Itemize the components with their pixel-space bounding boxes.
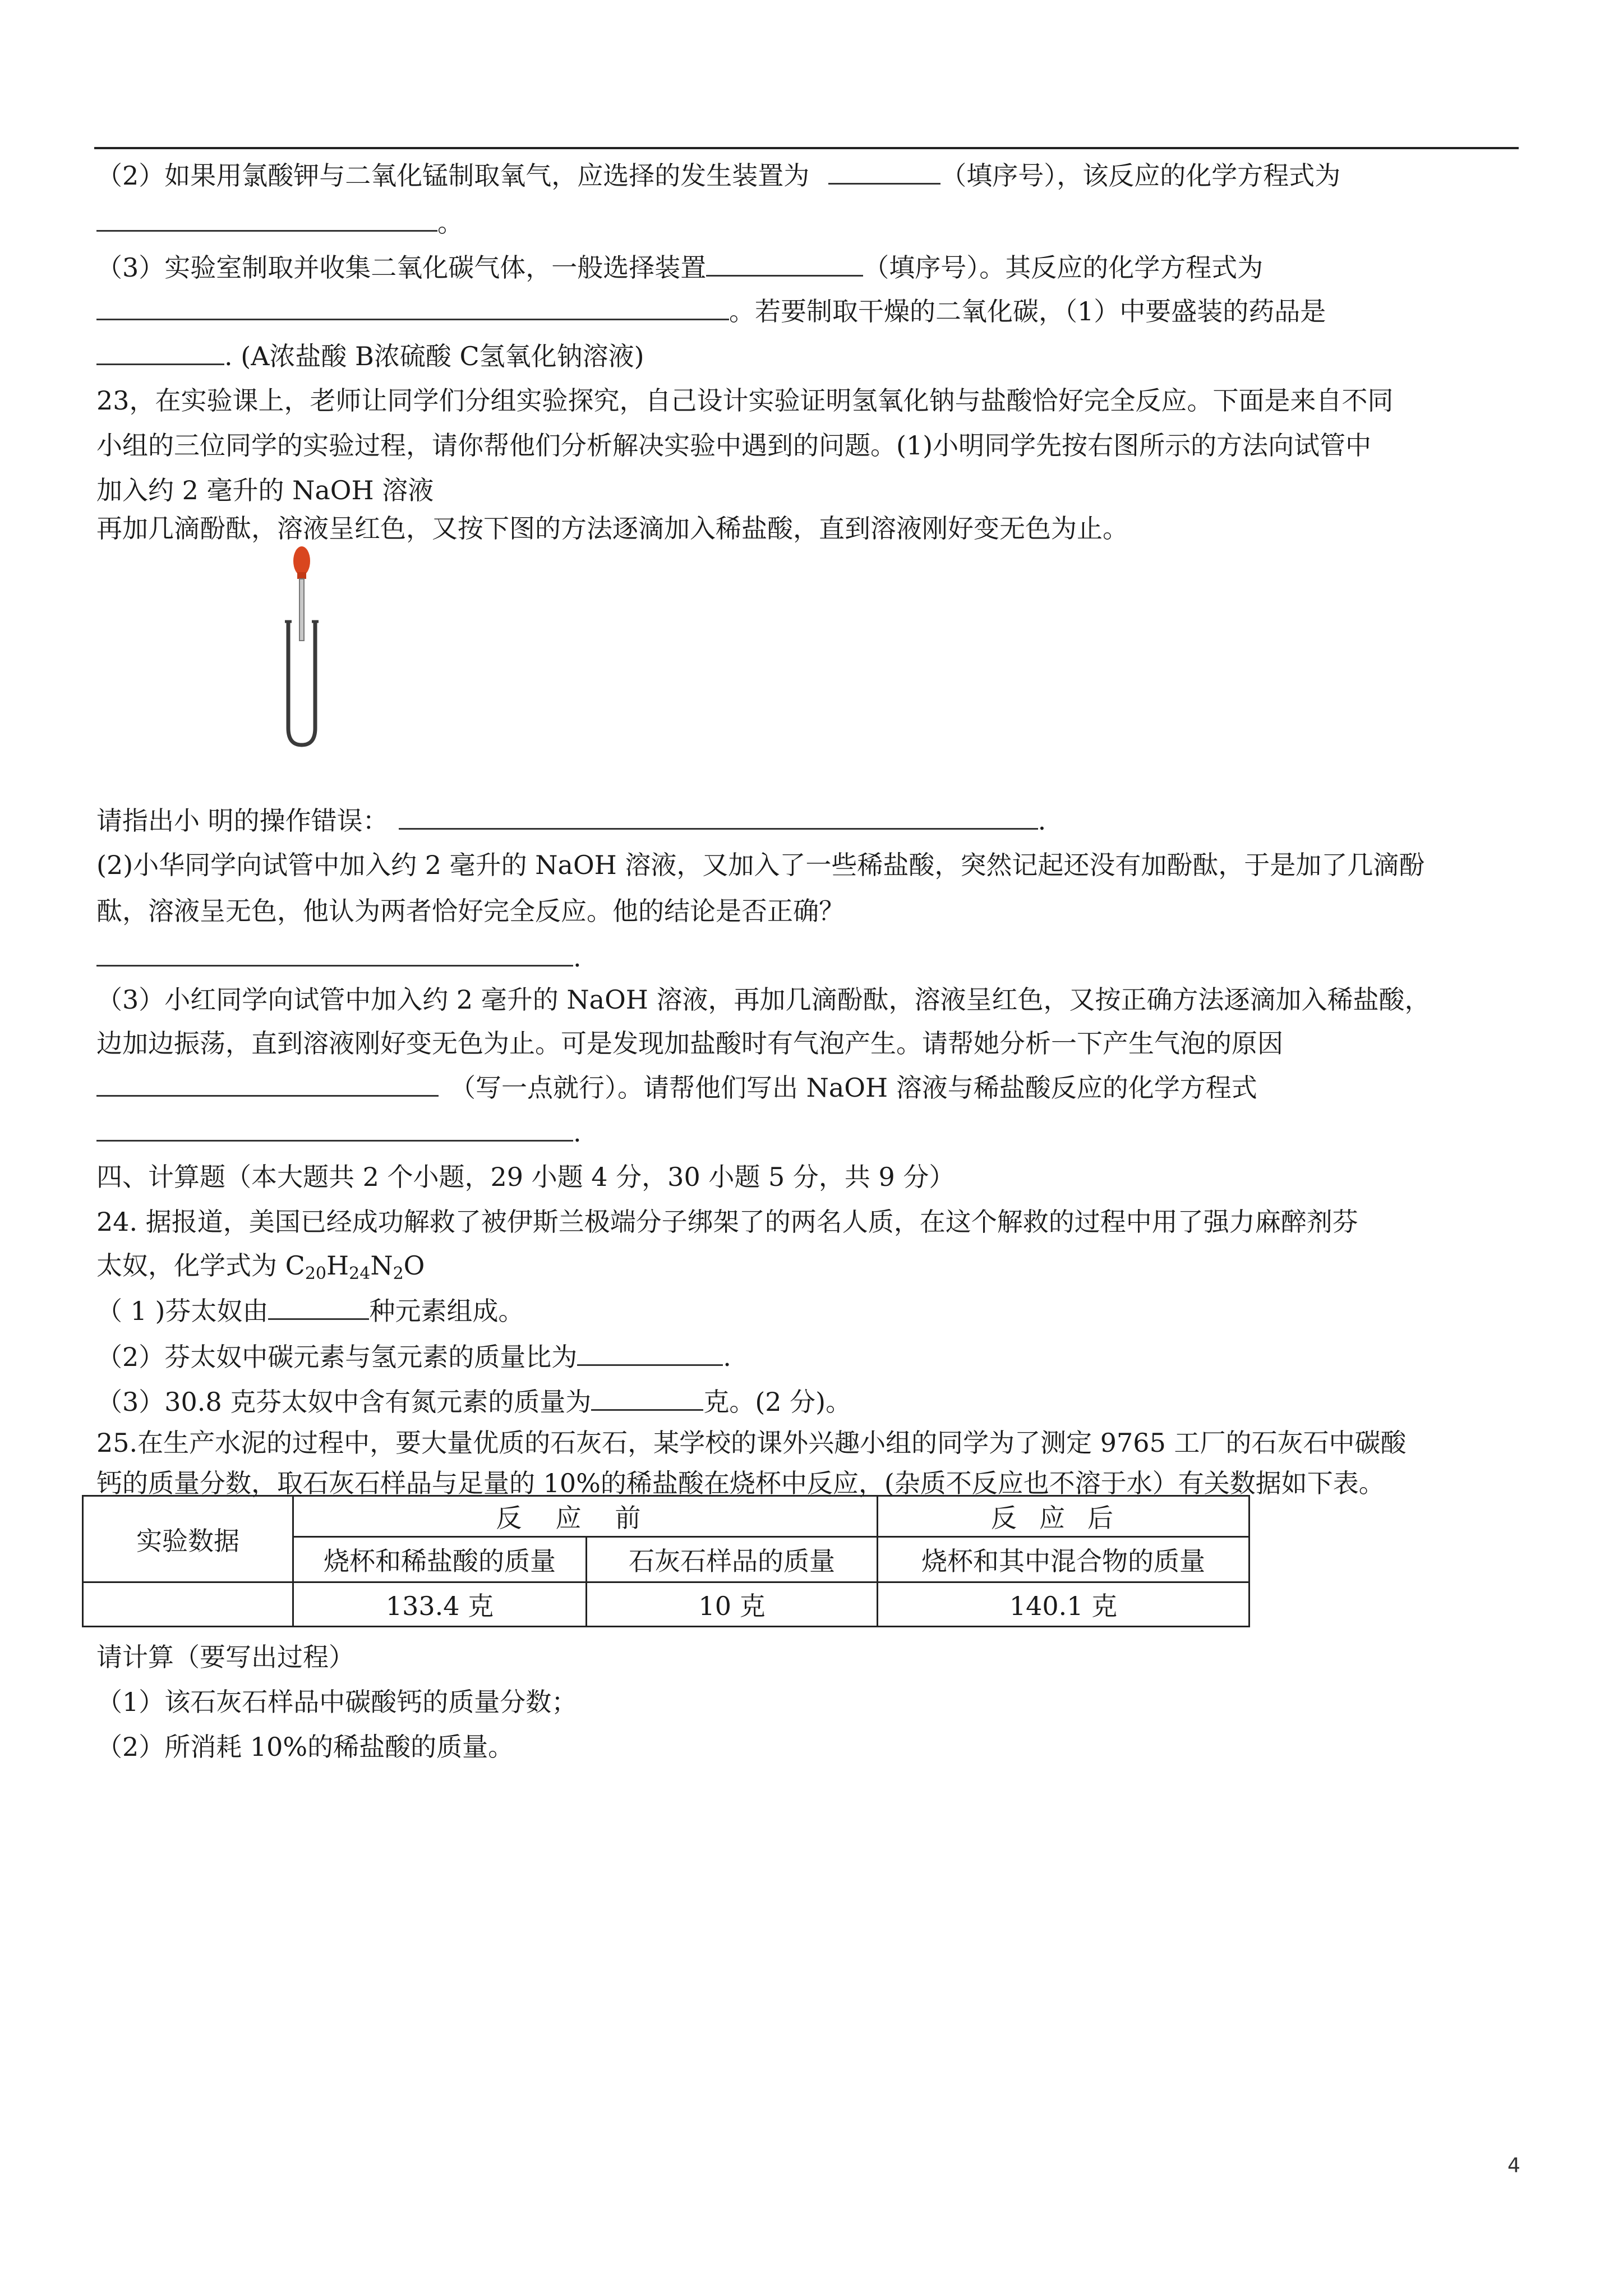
answer-blank[interactable] <box>96 1115 573 1142</box>
dropper-collar <box>297 572 306 579</box>
page-number: 4 <box>1507 2154 1520 2177</box>
q23-part3-line3: （写一点就行）。请帮他们写出 NaOH 溶液与稀盐酸反应的化学方程式 <box>96 1070 1257 1105</box>
q22-part3-line2: 。若要制取干燥的二氧化碳，（1）中要盛装的药品是 <box>96 294 1326 328</box>
q22-part2-line1: （2）如果用氯酸钾与二氧化锰制取氧气，应选择的发生装置为 （填序号），该反应的化学方程式为 <box>96 158 1340 192</box>
dropper-bulb <box>293 546 310 576</box>
answer-blank[interactable] <box>96 205 437 232</box>
answer-blank[interactable] <box>577 1340 723 1366</box>
q22-part3-line3: . (A浓盐酸 B浓硫酸 C氢氧化钠溶液) <box>96 339 644 373</box>
q25-calc-instruction: 请计算（要写出过程） <box>96 1642 354 1672</box>
table-cell: 烧杯和稀盐酸的质量 <box>293 1537 587 1582</box>
table-header-before: 反应前 <box>293 1496 878 1537</box>
answer-blank[interactable] <box>591 1384 703 1411</box>
q22-part2-line2: 。 <box>96 205 463 240</box>
answer-blank[interactable] <box>96 294 729 320</box>
dropper-glass <box>299 579 304 641</box>
q24-line1: 24. 据报道，美国已经成功解救了被伊斯兰极端分子绑架了的两名人质，在这个解救的过程中用了强力麻醉剂芬 <box>96 1207 1358 1237</box>
experiment-data-table <box>82 1495 1250 1627</box>
q24-line2: 太奴，化学式为 $C_{20}H_{24}N_2O$ <box>96 1250 425 1283</box>
q24-part3: （3）30.8 克芬太奴中含有氮元素的质量为 克。(2 分)。 <box>96 1384 851 1419</box>
header-rule <box>94 147 1519 149</box>
q24-part2: （2）芬太奴中碳元素与氢元素的质量比为 . <box>96 1340 731 1374</box>
q22-part3-line1: （3）实验室制取并收集二氧化碳气体，一般选择装置 （填序号）。其反应的化学方程式为 <box>96 250 1263 284</box>
answer-blank[interactable] <box>399 803 1038 830</box>
q23-intro-line2: 小组的三位同学的实验过程，请你帮他们分析解决实验中遇到的问题。(1)小明同学先按右图所示的方法向试管中 <box>96 430 1372 461</box>
test-tube-dropper-illustration <box>269 543 359 756</box>
table-cell: 10 克 <box>587 1582 878 1627</box>
answer-blank[interactable] <box>96 339 224 365</box>
table-header-row <box>83 1496 1249 1537</box>
q25-calc-part2: （2）所消耗 10%的稀盐酸的质量。 <box>96 1732 514 1762</box>
answer-blank[interactable] <box>706 250 863 277</box>
table-cell: 133.4 克 <box>293 1582 587 1627</box>
q25-line1: 25.在生产水泥的过程中，要大量优质的石灰石，某学校的课外兴趣小组的同学为了测定 9765 工厂的石灰石中碳酸 <box>96 1428 1407 1458</box>
q23-part2-answer: . <box>96 940 582 974</box>
table-cell-empty <box>83 1582 293 1627</box>
q23-error-line: 请指出小 明的操作错误： . <box>96 803 1046 838</box>
section-4-title: 四、计算题（本大题共 2 个小题，29 小题 4 分，30 小题 5 分，共 9 分） <box>96 1162 955 1192</box>
q23-part3-line2: 边加边振荡，直到溶液刚好变无色为止。可是发现加盐酸时有气泡产生。请帮她分析一下产生气泡的原因 <box>96 1028 1283 1059</box>
q23-part3-answer: . <box>96 1115 582 1149</box>
table-header-after: 反应后 <box>878 1496 1249 1537</box>
table-row-label-cell: 实验数据 <box>83 1496 293 1582</box>
q25-calc-part1: （1）该石灰石样品中碳酸钙的质量分数； <box>96 1687 578 1717</box>
q23-part3-line1: （3）小红同学向试管中加入约 2 毫升的 NaOH 溶液，再加几滴酚酞，溶液呈红色，又按正确方法逐滴加入稀盐酸， <box>96 984 1431 1015</box>
table-row-values <box>83 1582 1249 1627</box>
answer-blank[interactable] <box>96 1070 439 1097</box>
q23-intro-line4: 再加几滴酚酞，溶液呈红色，又按下图的方法逐滴加入稀盐酸，直到溶液刚好变无色为止。 <box>96 513 1128 544</box>
answer-blank[interactable] <box>828 158 940 185</box>
q23-intro-line3: 加入约 2 毫升的 NaOH 溶液 <box>96 475 434 505</box>
q23-part2-line2: 酞，溶液呈无色，他认为两者恰好完全反应。他的结论是否正确？ <box>96 896 845 926</box>
table-cell: 石灰石样品的质量 <box>587 1537 878 1582</box>
q23-part2-line1: (2)小华同学向试管中加入约 2 毫升的 NaOH 溶液，又加入了一些稀盐酸，突然记起还没有加酚酞，于是加了几滴酚 <box>96 850 1425 880</box>
answer-blank[interactable] <box>268 1294 369 1320</box>
q24-part1: （ 1 )芬太奴由 种元素组成。 <box>96 1294 524 1328</box>
table-cell: 140.1 克 <box>878 1582 1249 1627</box>
q23-intro-line1: 23，在实验课上，老师让同学们分组实验探究，自己设计实验证明氢氧化钠与盐酸恰好完全反应。下面是来自不同 <box>96 385 1394 416</box>
table-cell: 烧杯和其中混合物的质量 <box>878 1537 1249 1582</box>
q25-line2: 钙的质量分数，取石灰石样品与足量的 10%的稀盐酸在烧杯中反应，(杂质不反应也不溶于水）有关数据如下表。 <box>96 1468 1385 1498</box>
answer-blank[interactable] <box>96 940 573 967</box>
